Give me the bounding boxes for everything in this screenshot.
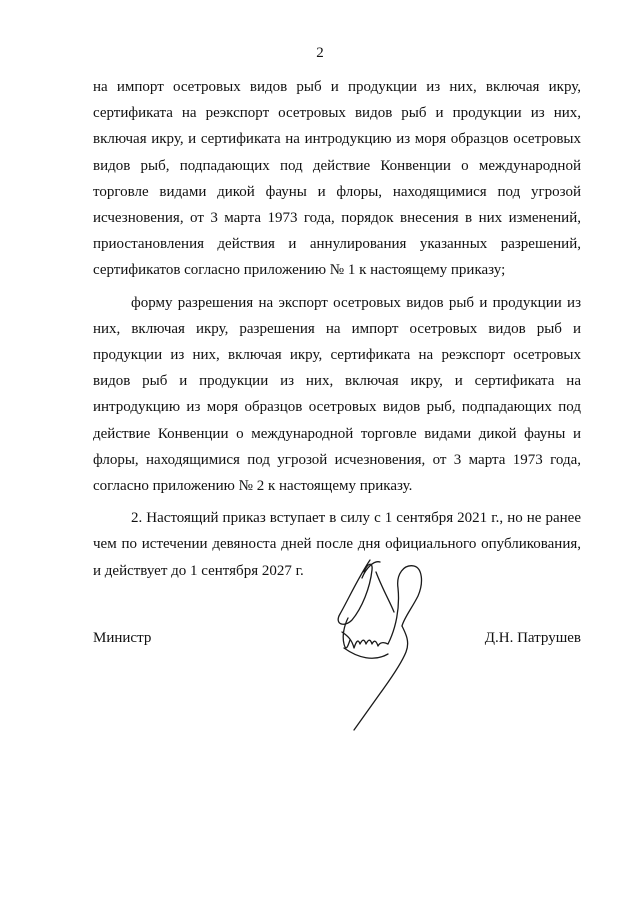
- paragraph-effective-date: 2. Настоящий приказ вступает в силу с 1 сентября 2021 г., но не ранее чем по истечении девяноста дней после дня официального опубликования, и действует до 1 сентября 2027 г.: [93, 510, 581, 579]
- page-number: 2: [316, 45, 324, 61]
- paragraph-form-list-item: форму разрешения на экспорт осетровых видов рыб и продукции из них, включая икру, разрешения на импорт осетровых видов рыб и продукции из них, включая икру, сертификата на реэкспорт осетровых видов рыб и продукции из них, включая икру, и сертификата на интродукцию из моря образцов осетровых видов рыб, подпадающих под действие Конвенции о международной торговле видами дикой фауны и флоры, находящимися под угрозой исчезновения, от 3 марта 1973 года, согласно приложению № 2 к настоящему приказу.: [93, 294, 581, 495]
- document-body: [93, 74, 581, 584]
- signatory-name: Д.Н. Патрушев: [484, 630, 581, 646]
- signatory-position: Министр: [93, 630, 152, 646]
- signature-row: [93, 626, 581, 650]
- paragraph-continuation: на импорт осетровых видов рыб и продукции из них, включая икру, сертификата на реэкспорт осетровых видов рыб и продукции из них, включая икру, и сертификата на интродукцию из моря образцов осетровых видов рыб, подпадающих под действие Конвенции о международной торговле видами дикой фауны и флоры, находящимися под угрозой исчезновения, от 3 марта 1973 года, порядок внесения в них изменений, приостановления действия и аннулирования указанных разрешений, сертификатов согласно приложению № 1 к настоящему приказу;: [93, 79, 581, 279]
